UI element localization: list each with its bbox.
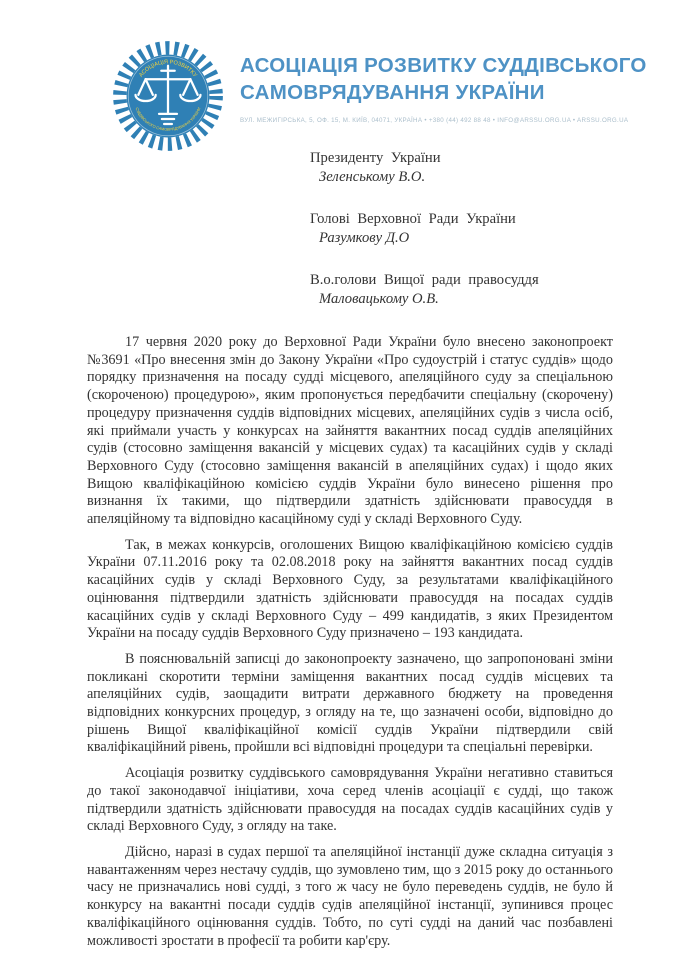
recipients-block bbox=[310, 149, 539, 332]
letter-body bbox=[87, 334, 613, 958]
body-paragraph-4: Асоціація розвитку суддівського самоврядування України негативно ставиться до такої законодавчої ініціативи, хоча серед членів асоціації є судді, що також підтвердили здатність здійснювати правосуддя на посадах суддів касаційних судів у складі Верховного Суду, з огляду на таке. bbox=[87, 765, 613, 835]
recipient-title: В.о.голови Вищої ради правосуддя bbox=[310, 272, 539, 288]
emblem-ring-text-bottom: СУДДІВСЬКОГО САМОВРЯДУВАННЯ УКРАЇНИ bbox=[134, 106, 202, 132]
recipient-president bbox=[310, 149, 539, 186]
arssu-emblem-logo bbox=[112, 40, 224, 152]
body-paragraph-5: Дійсно, наразі в судах першої та апеляційної інстанції дуже складна ситуація з навантаженням через нестачу суддів, що зумовлено тим, що з 2015 року до останнього часу не призначались нові судді, з того ж часу не було переведень суддів, не було й конкурсу на вакантні посади суддів судів апеляційної інстанції, зупинився процес кваліфікаційного оцінювання суддів. Тобто, по суті судді на даний час позбавлені можливості зростати в професії та робити кар'єру. bbox=[87, 843, 613, 949]
recipient-name: Маловацькому О.В. bbox=[319, 290, 439, 307]
recipient-title: Голові Верховної Ради України bbox=[310, 211, 516, 227]
org-contact-line: ВУЛ. МЕЖИГІРСЬКА, 5, ОФ. 15, М. КИЇВ, 04071, УКРАЇНА • +380 (44) 492 88 48 • INFO@ARSSU.ORG.UA • ARSSU.ORG.UA bbox=[240, 117, 629, 124]
recipient-name: Зеленському В.О. bbox=[319, 168, 426, 185]
recipient-title: Президенту України bbox=[310, 150, 441, 166]
recipient-justice-council-head bbox=[310, 271, 539, 308]
letterhead bbox=[112, 40, 662, 152]
recipient-name: Разумкову Д.О bbox=[319, 229, 410, 246]
body-paragraph-2: Так, в межах конкурсів, оголошених Вищою кваліфікаційною комісією суддів України 07.11.2016 року та 02.08.2018 року на зайняття вакантних посад суддів касаційних судів у складі Верховного Суду, за результатами кваліфікаційного оцінювання підтвердили здатність здійснювати правосуддя на посадах суддів касаційних судів у складі Верховного Суду – 499 кандидатів, з яких Президентом України на посаду суддів Верховного Суду призначено – 193 кандидата. bbox=[87, 536, 613, 642]
emblem-ring-text-top: АСОЦІАЦІЯ РОЗВИТКУ bbox=[138, 59, 198, 79]
recipient-rada-head bbox=[310, 210, 539, 247]
body-paragraph-1: 17 червня 2020 року до Верховної Ради України було внесено законопроект №3691 «Про внесення змін до Закону України «Про судоустрій і статус суддів» щодо порядку призначення на посаду судді місцевого, апеляційного суду за спеціальною (скороченою) процедурою», яким пропонується передбачити спеціальну (скорочену) процедуру призначення суддів відповідних місцевих, апеляційних судів з числа осіб, які приймали участь у конкурсах на зайняття вакантних посад суддів апеляційних судів (стосовно заміщення вакансій у місцевих судах) та касаційних судів у складі Верховного Суду (стосовно заміщення вакансій в апеляційних судах) і щодо яких Вищою кваліфікаційною комісією суддів України було винесено рішення про визнання їх такими, що підтвердили здатність здійснювати правосуддя в апеляційному та відповідно касаційному суді у складі Верховного Суду. bbox=[87, 334, 613, 528]
org-title-block bbox=[240, 40, 698, 126]
org-name-line1: АСОЦІАЦІЯ РОЗВИТКУ СУДДІВСЬКОГО bbox=[240, 54, 647, 77]
body-paragraph-3: В пояснювальній записці до законопроекту зазначено, що запропоновані зміни покликані скоротити терміни заміщення вакантних посад суддів місцевих та апеляційних судів, заощадити витрати державного бюджету на проведення відповідних конкурсних процедур, з огляду на те, що зазначені особи, відповідно до рішень Вищої кваліфікаційної комісії суддів України підтвердили свій кваліфікаційний рівень, пройшли всі відповідні процедури та спеціальні перевірки. bbox=[87, 650, 613, 756]
org-name-line2: САМОВРЯДУВАННЯ УКРАЇНИ bbox=[240, 81, 545, 104]
